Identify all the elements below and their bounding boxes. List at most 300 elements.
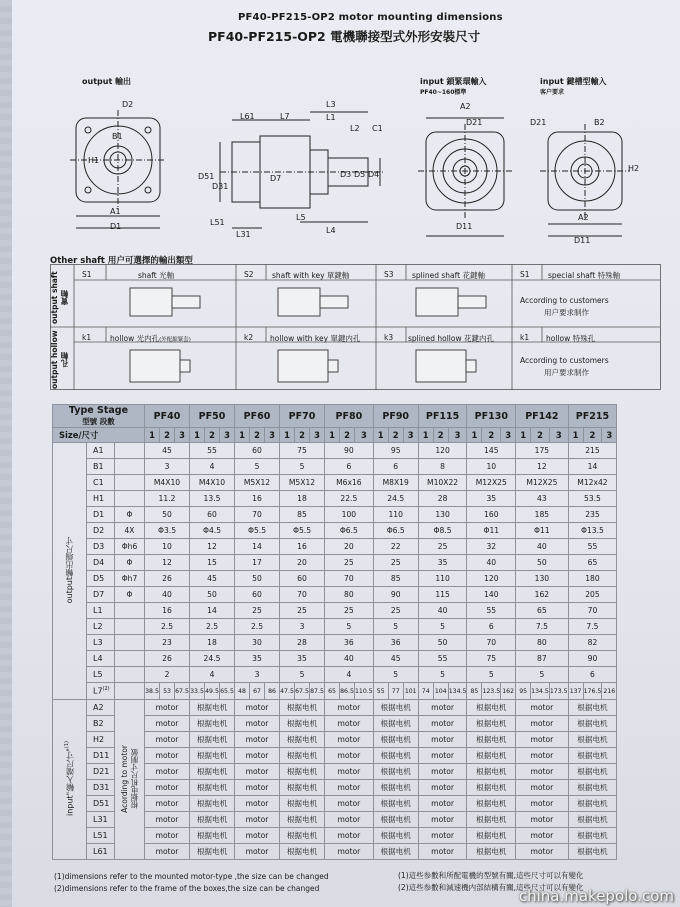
table-cell: 130 — [418, 507, 467, 523]
table-cell: 6 — [568, 667, 617, 683]
dim-symbol: 4X — [115, 523, 145, 539]
label-input-key-note: 客户要求 — [540, 89, 565, 96]
table-cell: 145 — [467, 443, 516, 459]
stage-number: 1 — [145, 428, 160, 443]
table-cell: 5 — [325, 619, 374, 635]
table-cell: 65.5 — [220, 683, 235, 700]
table-cell: 162 — [516, 587, 568, 603]
table-row — [53, 603, 617, 619]
dim-name: D1 — [87, 507, 115, 523]
table-cell: 50 — [190, 587, 235, 603]
dim-symbol — [115, 491, 145, 507]
table-cell: 74 — [418, 683, 433, 700]
table-cell: 70 — [568, 603, 617, 619]
dim-label-d1: D1 — [110, 222, 122, 231]
hollow-label-1-text: hollow 光内孔 — [110, 334, 160, 343]
table-cell: 120 — [467, 571, 516, 587]
table-cell: 2.5 — [145, 619, 190, 635]
table-cell: Φ4.5 — [190, 523, 235, 539]
stage-number: 3 — [310, 428, 325, 443]
table-cell: 47.5 — [280, 683, 295, 700]
table-cell: motor — [145, 812, 190, 828]
dim-label-d11-key: D11 — [574, 236, 591, 245]
table-cell: 16 — [280, 539, 325, 555]
table-cell: 175 — [516, 443, 568, 459]
table-cell: 60 — [280, 571, 325, 587]
label-input-lock-text: input 鎖緊環輸入 — [420, 77, 487, 86]
hollow-label-1 — [110, 333, 191, 344]
dim-symbol — [115, 619, 145, 635]
dim-name: D31 — [87, 780, 115, 796]
stage-number: 3 — [549, 428, 568, 443]
table-cell: 5 — [235, 459, 280, 475]
table-cell: motor — [235, 732, 280, 748]
table-cell: 104 — [433, 683, 448, 700]
output-group-label — [53, 443, 87, 700]
table-cell: 4 — [190, 667, 235, 683]
table-cell: 28 — [280, 635, 325, 651]
table-cell: motor — [235, 844, 280, 860]
table-cell: M12x42 — [568, 475, 617, 491]
table-cell: 7.5 — [568, 619, 617, 635]
dim-name: L61 — [87, 844, 115, 860]
model-header: PF60 — [235, 405, 280, 428]
table-row — [53, 523, 617, 539]
table-cell: 95 — [516, 683, 531, 700]
dim-symbol — [115, 683, 145, 700]
table-cell: Φ11 — [516, 523, 568, 539]
table-cell: 35 — [418, 555, 467, 571]
table-cell: 90 — [373, 587, 418, 603]
table-cell: 2.5 — [235, 619, 280, 635]
table-cell: 根据电机 — [568, 796, 617, 812]
table-cell: motor — [418, 844, 467, 860]
dim-label-h2: H2 — [628, 164, 640, 173]
dim-name: D7 — [87, 587, 115, 603]
table-cell: motor — [516, 732, 568, 748]
stage-number: 1 — [190, 428, 205, 443]
dim-label-d4: D4 — [368, 170, 380, 179]
table-cell: 4 — [325, 667, 374, 683]
table-cell: 101 — [403, 683, 418, 700]
dim-symbol: Φ — [115, 555, 145, 571]
table-cell: 根据电机 — [373, 700, 418, 716]
table-cell: 90 — [325, 443, 374, 459]
dim-symbol — [115, 635, 145, 651]
table-cell: 根据电机 — [280, 764, 325, 780]
dim-label-a2-lock: A2 — [460, 102, 471, 111]
stage-number: 3 — [501, 428, 516, 443]
table-cell: motor — [325, 828, 374, 844]
table-cell: 根据电机 — [190, 780, 235, 796]
table-cell: 100 — [325, 507, 374, 523]
stage-header-row — [53, 428, 617, 443]
table-cell: 40 — [145, 587, 190, 603]
type-stage-cn: 型號 段數 — [82, 417, 115, 426]
table-cell: 140 — [467, 587, 516, 603]
dim-name: B1 — [87, 459, 115, 475]
model-header: PF70 — [280, 405, 325, 428]
hollow-code-2: k2 — [244, 333, 254, 342]
label-input-lock-note: PF40~160標準 — [420, 89, 467, 96]
table-cell: 6 — [373, 459, 418, 475]
table-cell: 70 — [280, 587, 325, 603]
label-input-key-text: input 鍵槽型輸入 — [540, 77, 607, 86]
hollow-label-1-sub: (外配縮緊套) — [159, 337, 191, 343]
table-cell: motor — [145, 764, 190, 780]
table-cell: M4X10 — [190, 475, 235, 491]
model-header: PF90 — [373, 405, 418, 428]
table-row — [53, 635, 617, 651]
table-cell: 3 — [235, 667, 280, 683]
hollow-label-3: splined hollow 花鍵内孔 — [408, 334, 494, 343]
table-cell: 87 — [516, 651, 568, 667]
watermark: china.makepolo.com — [518, 887, 674, 905]
table-cell: 130 — [516, 571, 568, 587]
table-cell: 5 — [373, 619, 418, 635]
shaft-customer-cn-2: 用户要求制作 — [544, 368, 589, 377]
table-cell: 5 — [467, 667, 516, 683]
dim-name: D3 — [87, 539, 115, 555]
table-cell: 32 — [467, 539, 516, 555]
table-cell: 根据电机 — [467, 780, 516, 796]
table-cell: 137 — [568, 683, 583, 700]
table-cell: 67.5 — [295, 683, 310, 700]
table-cell: 根据电机 — [280, 796, 325, 812]
table-cell: 25 — [373, 555, 418, 571]
dim-name: L31 — [87, 812, 115, 828]
table-row — [53, 555, 617, 571]
table-cell: 95 — [373, 443, 418, 459]
dim-label-d31: D31 — [212, 182, 229, 191]
table-cell: 根据电机 — [467, 812, 516, 828]
table-cell: 根据电机 — [190, 764, 235, 780]
dim-symbol: Φ — [115, 507, 145, 523]
table-cell: motor — [235, 812, 280, 828]
table-cell: 16 — [235, 491, 280, 507]
type-stage-en: Type Stage — [68, 405, 129, 416]
table-row — [53, 539, 617, 555]
table-cell: 50 — [516, 555, 568, 571]
table-cell: 根据电机 — [190, 796, 235, 812]
table-cell: 55 — [418, 651, 467, 667]
dim-label-l51: L51 — [210, 218, 225, 227]
table-cell: 185 — [516, 507, 568, 523]
shaft-label-1: shaft 光軸 — [138, 271, 175, 280]
table-cell: 16 — [145, 603, 190, 619]
table-row — [53, 459, 617, 475]
table-cell: 160 — [467, 507, 516, 523]
table-cell: motor — [325, 844, 374, 860]
table-cell: 根据电机 — [467, 700, 516, 716]
table-cell: 3 — [145, 459, 190, 475]
stage-number: 3 — [265, 428, 280, 443]
title-chinese: PF40-PF215-OP2 電機聯接型式外形安裝尺寸 — [208, 29, 481, 44]
model-header: PF40 — [145, 405, 190, 428]
table-cell: 根据电机 — [190, 844, 235, 860]
table-cell: 根据电机 — [190, 828, 235, 844]
table-cell: 30 — [235, 635, 280, 651]
dim-label-d7: D7 — [270, 174, 282, 183]
stage-number: 3 — [403, 428, 418, 443]
dim-label-b1: B1 — [112, 132, 123, 141]
table-cell: 53.5 — [568, 491, 617, 507]
dim-label-d2: D2 — [122, 100, 134, 109]
table-cell: 根据电机 — [190, 700, 235, 716]
dim-name: L2 — [87, 619, 115, 635]
dim-symbol: Φh7 — [115, 571, 145, 587]
model-header: PF130 — [467, 405, 516, 428]
table-cell: 根据电机 — [373, 780, 418, 796]
dim-label-l5: L5 — [296, 213, 306, 222]
table-cell: 10 — [467, 459, 516, 475]
table-cell: 180 — [568, 571, 617, 587]
row-head-output-hollow: output hollow 孔軸 — [50, 330, 69, 390]
table-cell: motor — [235, 828, 280, 844]
stage-number: 2 — [482, 428, 501, 443]
dim-label-h1: H1 — [88, 156, 100, 165]
dim-label-l61: L61 — [240, 112, 255, 121]
stage-number: 2 — [531, 428, 550, 443]
table-cell: M5X12 — [280, 475, 325, 491]
shaft-section-title: Other shaft 用户可選擇的輸出類型 — [50, 256, 193, 266]
table-cell: 14 — [235, 539, 280, 555]
table-cell: 28 — [418, 491, 467, 507]
table-cell: 15 — [190, 555, 235, 571]
table-cell: 根据电机 — [280, 828, 325, 844]
table-cell: 26 — [145, 651, 190, 667]
table-cell: 35 — [467, 491, 516, 507]
table-cell: 65 — [516, 603, 568, 619]
dimension-table — [52, 404, 617, 860]
table-cell: 216 — [602, 683, 617, 700]
label-output: output 輸出 — [82, 77, 132, 86]
table-cell: 根据电机 — [280, 780, 325, 796]
dim-label-l7: L7 — [280, 112, 290, 121]
stage-number: 2 — [583, 428, 602, 443]
table-cell: motor — [325, 812, 374, 828]
table-cell: 5 — [418, 619, 467, 635]
table-cell: Φ3.5 — [145, 523, 190, 539]
table-cell: 12 — [190, 539, 235, 555]
label-input-key — [540, 76, 606, 96]
table-cell: 134.5 — [448, 683, 467, 700]
table-cell: 根据电机 — [467, 844, 516, 860]
table-cell: 22.5 — [325, 491, 374, 507]
table-cell: 43 — [516, 491, 568, 507]
dim-name-text: L7 — [93, 686, 103, 696]
table-cell: 根据电机 — [280, 812, 325, 828]
shaft-label-3: splined shaft 花鍵軸 — [412, 271, 485, 280]
table-cell: 根据电机 — [373, 716, 418, 732]
table-cell: motor — [235, 780, 280, 796]
table-cell: 115 — [418, 587, 467, 603]
dim-label-a1: A1 — [110, 207, 121, 216]
dim-symbol — [115, 443, 145, 459]
table-cell: motor — [418, 764, 467, 780]
table-cell: 25 — [418, 539, 467, 555]
note-2-english: (2)dimensions refer to the frame of the boxes,the size can be changed — [54, 884, 320, 893]
table-cell: 10 — [145, 539, 190, 555]
table-cell: 根据电机 — [280, 748, 325, 764]
model-header: PF80 — [325, 405, 374, 428]
table-cell: 75 — [280, 443, 325, 459]
table-cell: 12 — [516, 459, 568, 475]
table-cell: motor — [516, 828, 568, 844]
table-cell: 12 — [145, 555, 190, 571]
table-cell: 23 — [145, 635, 190, 651]
table-cell: 36 — [325, 635, 374, 651]
stage-number: 3 — [220, 428, 235, 443]
table-cell: 235 — [568, 507, 617, 523]
table-cell: Φ6.5 — [373, 523, 418, 539]
hollow-code-1: k1 — [82, 333, 92, 342]
table-cell: 85 — [373, 571, 418, 587]
table-cell: 80 — [325, 587, 374, 603]
table-cell: 70 — [235, 507, 280, 523]
table-cell: 22 — [373, 539, 418, 555]
stage-number: 1 — [325, 428, 340, 443]
table-cell: 85 — [467, 683, 482, 700]
dim-name: D2 — [87, 523, 115, 539]
table-cell: 75 — [467, 651, 516, 667]
table-row — [53, 507, 617, 523]
stage-number: 1 — [467, 428, 482, 443]
table-cell: 根据电机 — [568, 748, 617, 764]
table-cell: 18 — [280, 491, 325, 507]
table-cell: 40 — [325, 651, 374, 667]
stage-number: 3 — [602, 428, 617, 443]
table-cell: M10X22 — [418, 475, 467, 491]
table-cell: Φ5.5 — [235, 523, 280, 539]
table-cell: 25 — [280, 603, 325, 619]
table-cell: motor — [235, 764, 280, 780]
table-cell: 67 — [250, 683, 265, 700]
table-cell: motor — [418, 828, 467, 844]
table-cell: 根据电机 — [280, 732, 325, 748]
table-cell: 80 — [516, 635, 568, 651]
table-cell: motor — [516, 700, 568, 716]
table-cell: 3 — [280, 619, 325, 635]
dim-name: L51 — [87, 828, 115, 844]
table-cell: 50 — [235, 571, 280, 587]
hollow-label-2: hollow with key 單鍵内孔 — [270, 334, 361, 343]
table-cell: motor — [325, 716, 374, 732]
table-cell: 8 — [418, 459, 467, 475]
table-cell: 根据电机 — [190, 716, 235, 732]
table-cell: 根据电机 — [467, 796, 516, 812]
stage-number: 3 — [175, 428, 190, 443]
table-cell: 110 — [418, 571, 467, 587]
stage-number: 1 — [568, 428, 583, 443]
table-cell: 33.5 — [190, 683, 205, 700]
model-header: PF215 — [568, 405, 617, 428]
stage-number: 1 — [516, 428, 531, 443]
stage-number: 2 — [160, 428, 175, 443]
table-cell: 根据电机 — [373, 844, 418, 860]
stage-number: 3 — [448, 428, 467, 443]
table-cell: 14 — [190, 603, 235, 619]
dim-symbol: Φh6 — [115, 539, 145, 555]
table-cell: 90 — [568, 651, 617, 667]
table-cell: motor — [418, 812, 467, 828]
table-cell: 5 — [516, 667, 568, 683]
stage-number: 2 — [433, 428, 448, 443]
model-header: PF50 — [190, 405, 235, 428]
stage-number: 2 — [295, 428, 310, 443]
shaft-code-3: S3 — [384, 270, 394, 279]
dim-name: D4 — [87, 555, 115, 571]
shaft-customer-cn-1: 用户要求制作 — [544, 308, 589, 317]
table-cell: 根据电机 — [467, 828, 516, 844]
table-row — [53, 651, 617, 667]
table-row — [53, 587, 617, 603]
table-cell: 87.5 — [310, 683, 325, 700]
table-cell: 60 — [235, 587, 280, 603]
dim-label-d3: D3 — [340, 170, 352, 179]
stage-number: 2 — [250, 428, 265, 443]
table-cell: motor — [145, 796, 190, 812]
table-cell: 根据电机 — [190, 812, 235, 828]
shaft-code-1: S1 — [82, 270, 92, 279]
table-cell: 根据电机 — [373, 764, 418, 780]
table-cell: motor — [145, 716, 190, 732]
type-stage-header — [53, 405, 145, 428]
table-cell: 38.5 — [145, 683, 160, 700]
dim-label-c1: C1 — [372, 124, 383, 133]
table-cell: 110.5 — [355, 683, 374, 700]
table-cell: 173.5 — [549, 683, 568, 700]
input-group-mark: (1) — [63, 740, 70, 749]
table-cell: 根据电机 — [568, 844, 617, 860]
size-header: Size/尺寸 — [53, 428, 145, 443]
table-row — [53, 443, 617, 459]
according-motor-label — [115, 700, 145, 860]
table-cell: 205 — [568, 587, 617, 603]
table-cell: motor — [145, 844, 190, 860]
table-cell: 根据电机 — [190, 748, 235, 764]
dim-symbol — [115, 475, 145, 491]
table-cell: 110 — [373, 507, 418, 523]
table-cell: 82 — [568, 635, 617, 651]
stage-number: 2 — [340, 428, 355, 443]
table-cell: 162 — [501, 683, 516, 700]
table-cell: 20 — [325, 539, 374, 555]
input-group-text-main: input"輸入端尺寸" — [65, 748, 75, 817]
table-cell: 55 — [373, 683, 388, 700]
label-input-lock — [420, 76, 486, 96]
table-cell: 根据电机 — [373, 748, 418, 764]
according-motor-cn: 根据电机尺寸制做 — [129, 748, 139, 809]
table-cell: 86.5 — [340, 683, 355, 700]
table-cell: 50 — [418, 635, 467, 651]
table-cell: Φ5.5 — [280, 523, 325, 539]
table-cell: 77 — [388, 683, 403, 700]
shaft-code-4: S1 — [520, 270, 530, 279]
table-cell: motor — [235, 748, 280, 764]
stage-number: 2 — [205, 428, 220, 443]
dim-label-l3: L3 — [326, 100, 336, 109]
dim-name: A1 — [87, 443, 115, 459]
table-cell: 26 — [145, 571, 190, 587]
stage-number: 1 — [418, 428, 433, 443]
table-cell: 根据电机 — [568, 780, 617, 796]
table-cell: 根据电机 — [280, 716, 325, 732]
table-cell: motor — [516, 780, 568, 796]
hollow-label-4: hollow 特殊孔 — [546, 334, 596, 343]
table-cell: 53 — [160, 683, 175, 700]
table-cell: 70 — [467, 635, 516, 651]
